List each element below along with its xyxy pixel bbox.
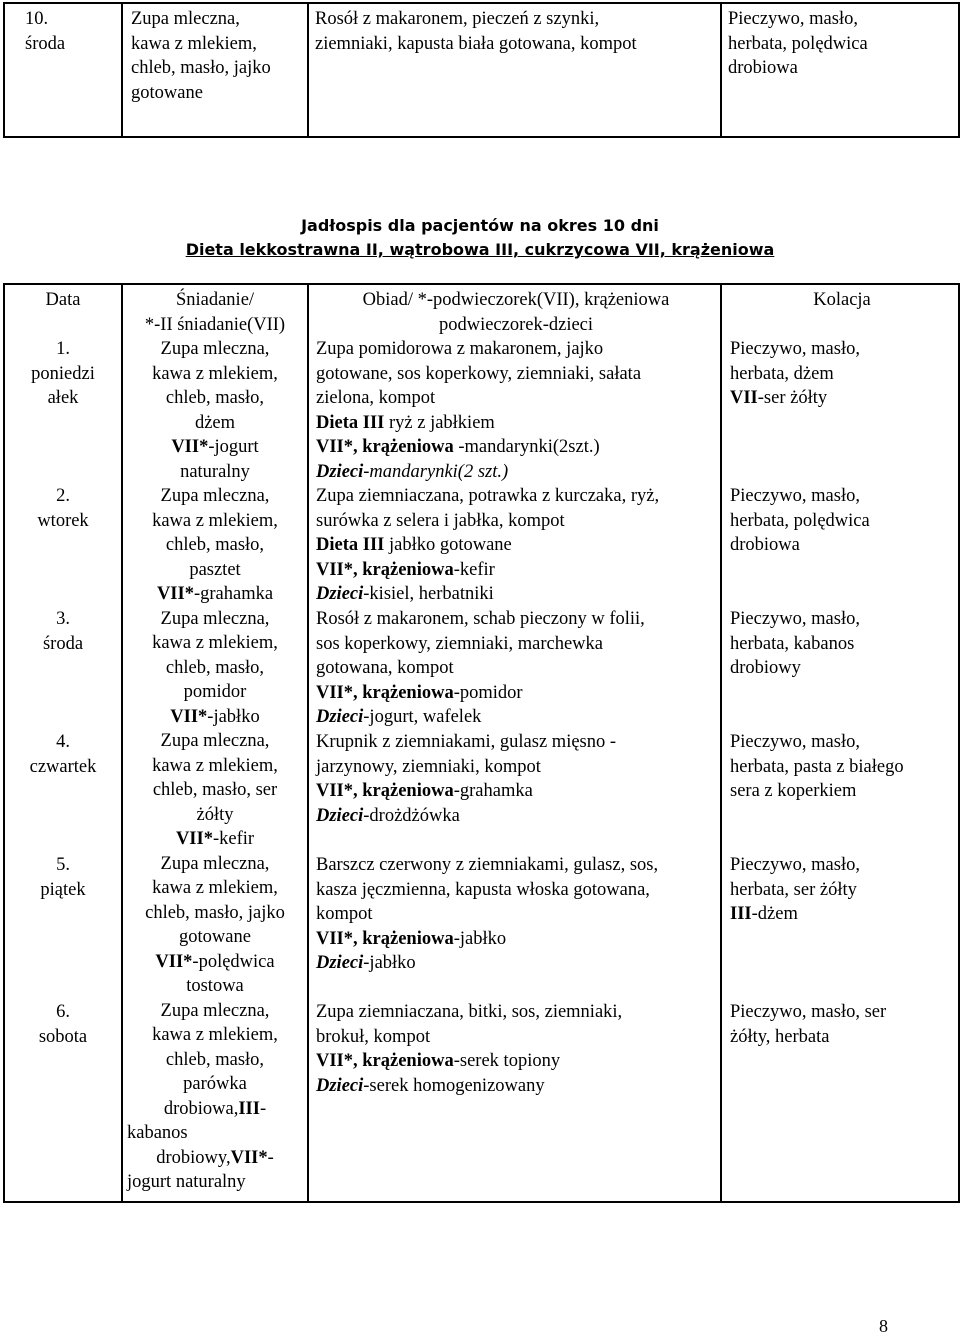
day-label: 6. sobota <box>38 1002 88 1047</box>
breakfast-line: Zupa mleczna, <box>131 9 240 29</box>
table-row <box>4 3 959 137</box>
dinner-entry: Zupa ziemniaczana, bitki, sos, ziemniaki, brokuł, kompot VII*, krążeniowa-serek topiony Dzieci-serek homogenizowany <box>316 1002 623 1096</box>
table-row <box>4 284 959 1202</box>
day-label: 3. środa <box>42 609 84 654</box>
supper-cell <box>721 3 959 137</box>
breakfast-entry: Zupa mleczna, kawa z mlekiem, chleb, masło, pasztet VII*-grahamka <box>152 486 278 604</box>
date-header: Data <box>45 290 81 310</box>
day-label: 2. wtorek <box>37 486 89 531</box>
breakfast-cell <box>122 3 308 137</box>
supper-line: drobiowa <box>728 58 798 78</box>
day-cell <box>4 3 122 137</box>
breakfast-entry: Zupa mleczna, kawa z mlekiem, chleb, masło, pomidor VII*-jabłko <box>152 608 278 727</box>
dinner-entry: Zupa pomidorowa z makaronem, jajko gotowane, sos koperkowy, ziemniaki, sałata zielona, kompot Dieta III ryż z jabłkiem VII*, krążeniowa -mandarynki(2szt.) Dzieci-mandarynki(2 szt.) <box>316 339 642 482</box>
supper-line: Pieczywo, masło, <box>728 9 858 29</box>
dinner-line: Rosół z makaronem, pieczeń z szynki, <box>315 9 600 29</box>
supper-entry: Pieczywo, masło, herbata, kabanos drobiowy <box>730 609 860 678</box>
breakfast-entry: Zupa mleczna, kawa z mlekiem, chleb, masło, dżem VII*-jogurt naturalny <box>152 339 278 482</box>
menu-subtitle: Dieta lekkostrawna II, wątrobowa III, cukrzycowa VII, krążeniowa <box>185 240 775 259</box>
breakfast-entry: Zupa mleczna, kawa z mlekiem, chleb, masło, parówka drobiowa,III- kabanos drobiowy,VII*- jogurt naturalny <box>127 1000 278 1192</box>
dinner-entry: Krupnik z ziemniakami, gulasz mięsno - jarzynowy, ziemniaki, kompot VII*, krążeniowa-grahamka Dzieci-drożdżówka <box>316 732 617 826</box>
previous-menu-table <box>3 2 960 138</box>
breakfast-entry: Zupa mleczna, kawa z mlekiem, chleb, masło, jajko gotowane VII*-polędwica tostowa <box>145 853 285 996</box>
day-label: 5. piątek <box>40 855 86 900</box>
day-label: 1. poniedzi ałek <box>31 339 95 408</box>
supper-entry: Pieczywo, masło, ser żółty, herbata <box>730 1002 887 1047</box>
breakfast-line: kawa z mlekiem, <box>131 33 257 54</box>
dinner-entry: Zupa ziemniaczana, potrawka z kurczaka, ryż, surówka z selera i jabłka, kompot Dieta III jabłko gotowane VII*, krążeniowa-kefir Dzieci-kisiel, herbatniki <box>316 486 660 604</box>
supper-column <box>721 284 959 1202</box>
supper-header: Kolacja <box>813 290 871 310</box>
dinner-header: Obiad/ *-podwieczorek(VII), krążeniowa <box>362 290 670 310</box>
supper-entry: Pieczywo, masło, herbata, polędwica drobiowa <box>730 486 870 555</box>
dinner-entry: Rosół z makaronem, schab pieczony w folii, sos koperkowy, ziemniaki, marchewka gotowana, kompot VII*, krążeniowa-pomidor Dzieci-jogurt, wafelek <box>316 609 645 727</box>
dinner-header: podwieczorek-dzieci <box>438 314 594 335</box>
page-number: 8 <box>879 1316 888 1336</box>
day-number: 10. <box>25 9 49 29</box>
date-column <box>4 284 122 1202</box>
menu-title: Jadłospis dla pacjentów na okres 10 dni <box>301 216 659 235</box>
dinner-column <box>308 284 721 1202</box>
breakfast-header: *-II śniadanie(VII) <box>144 314 286 335</box>
day-label: 4. czwartek <box>29 732 97 777</box>
dinner-line: ziemniaki, kapusta biała gotowana, kompot <box>315 33 637 54</box>
breakfast-line: gotowane <box>131 82 203 103</box>
day-name: środa <box>25 33 66 54</box>
breakfast-line: chleb, masło, jajko <box>131 58 271 78</box>
breakfast-column <box>122 284 308 1202</box>
breakfast-header: Śniadanie/ <box>175 290 255 310</box>
breakfast-entry: Zupa mleczna, kawa z mlekiem, chleb, masło, ser żółty VII*-kefir <box>152 731 278 849</box>
supper-line: herbata, polędwica <box>728 33 868 54</box>
dinner-entry: Barszcz czerwony z ziemniakami, gulasz, sos, kasza jęczmienna, kapusta włoska gotowana, kompot VII*, krążeniowa-jabłko Dzieci-jabłko <box>316 855 659 973</box>
supper-entry: Pieczywo, masło, herbata, ser żółty III-dżem <box>730 855 860 924</box>
dinner-cell <box>308 3 721 137</box>
supper-entry: Pieczywo, masło, herbata, pasta z białego sera z koperkiem <box>730 732 904 801</box>
supper-entry: Pieczywo, masło, herbata, dżem VII-ser żółty <box>730 339 860 408</box>
menu-table <box>3 283 960 1203</box>
